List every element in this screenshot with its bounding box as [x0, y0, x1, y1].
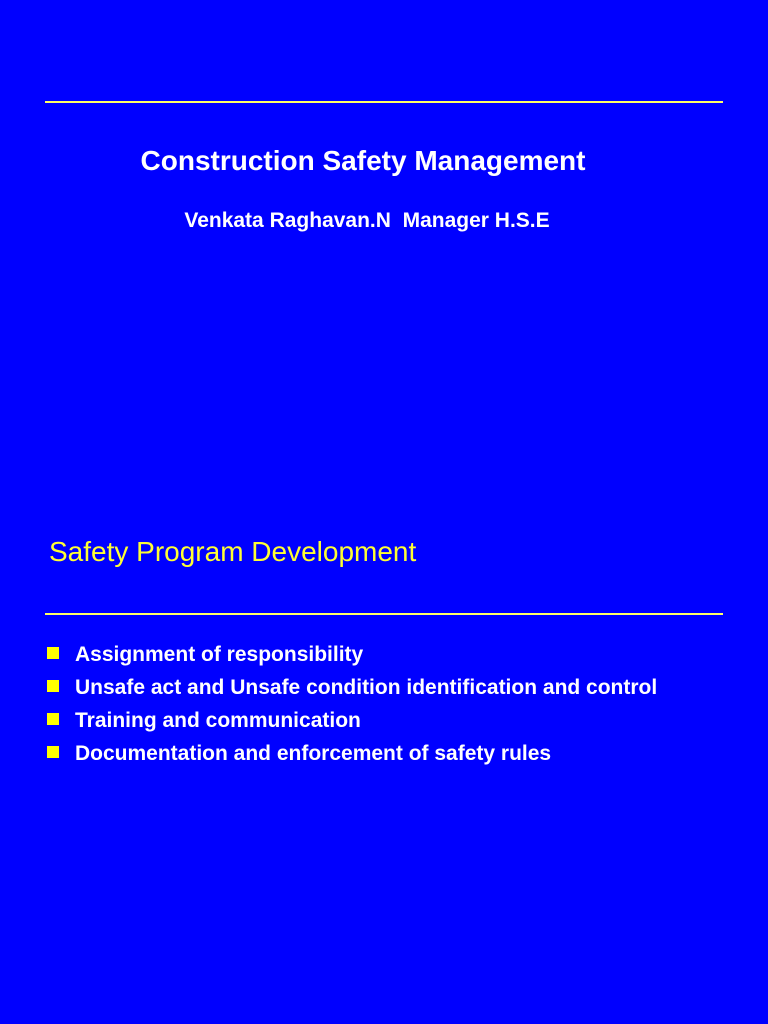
square-bullet-icon [47, 647, 59, 659]
square-bullet-icon [47, 713, 59, 725]
bullet-label: Documentation and enforcement of safety rules [75, 742, 552, 765]
bullet-item [47, 739, 657, 772]
bullet-label: Assignment of responsibility [75, 643, 364, 666]
slide-subtitle-author: Venkata Raghavan.N Manager H.S.E [184, 209, 550, 232]
bullet-list [47, 640, 657, 772]
bullet-label: Unsafe act and Unsafe condition identification and control [75, 676, 658, 699]
bullet-item [47, 706, 657, 739]
slide-title: Construction Safety Management [140, 145, 586, 176]
section-heading: Safety Program Development [49, 536, 417, 567]
square-bullet-icon [47, 680, 59, 692]
square-bullet-icon [47, 746, 59, 758]
bullet-item [47, 640, 657, 673]
bullet-label: Training and communication [75, 709, 361, 732]
section-divider-line [45, 613, 723, 615]
bullet-item [47, 673, 657, 706]
title-divider-line [45, 101, 723, 103]
